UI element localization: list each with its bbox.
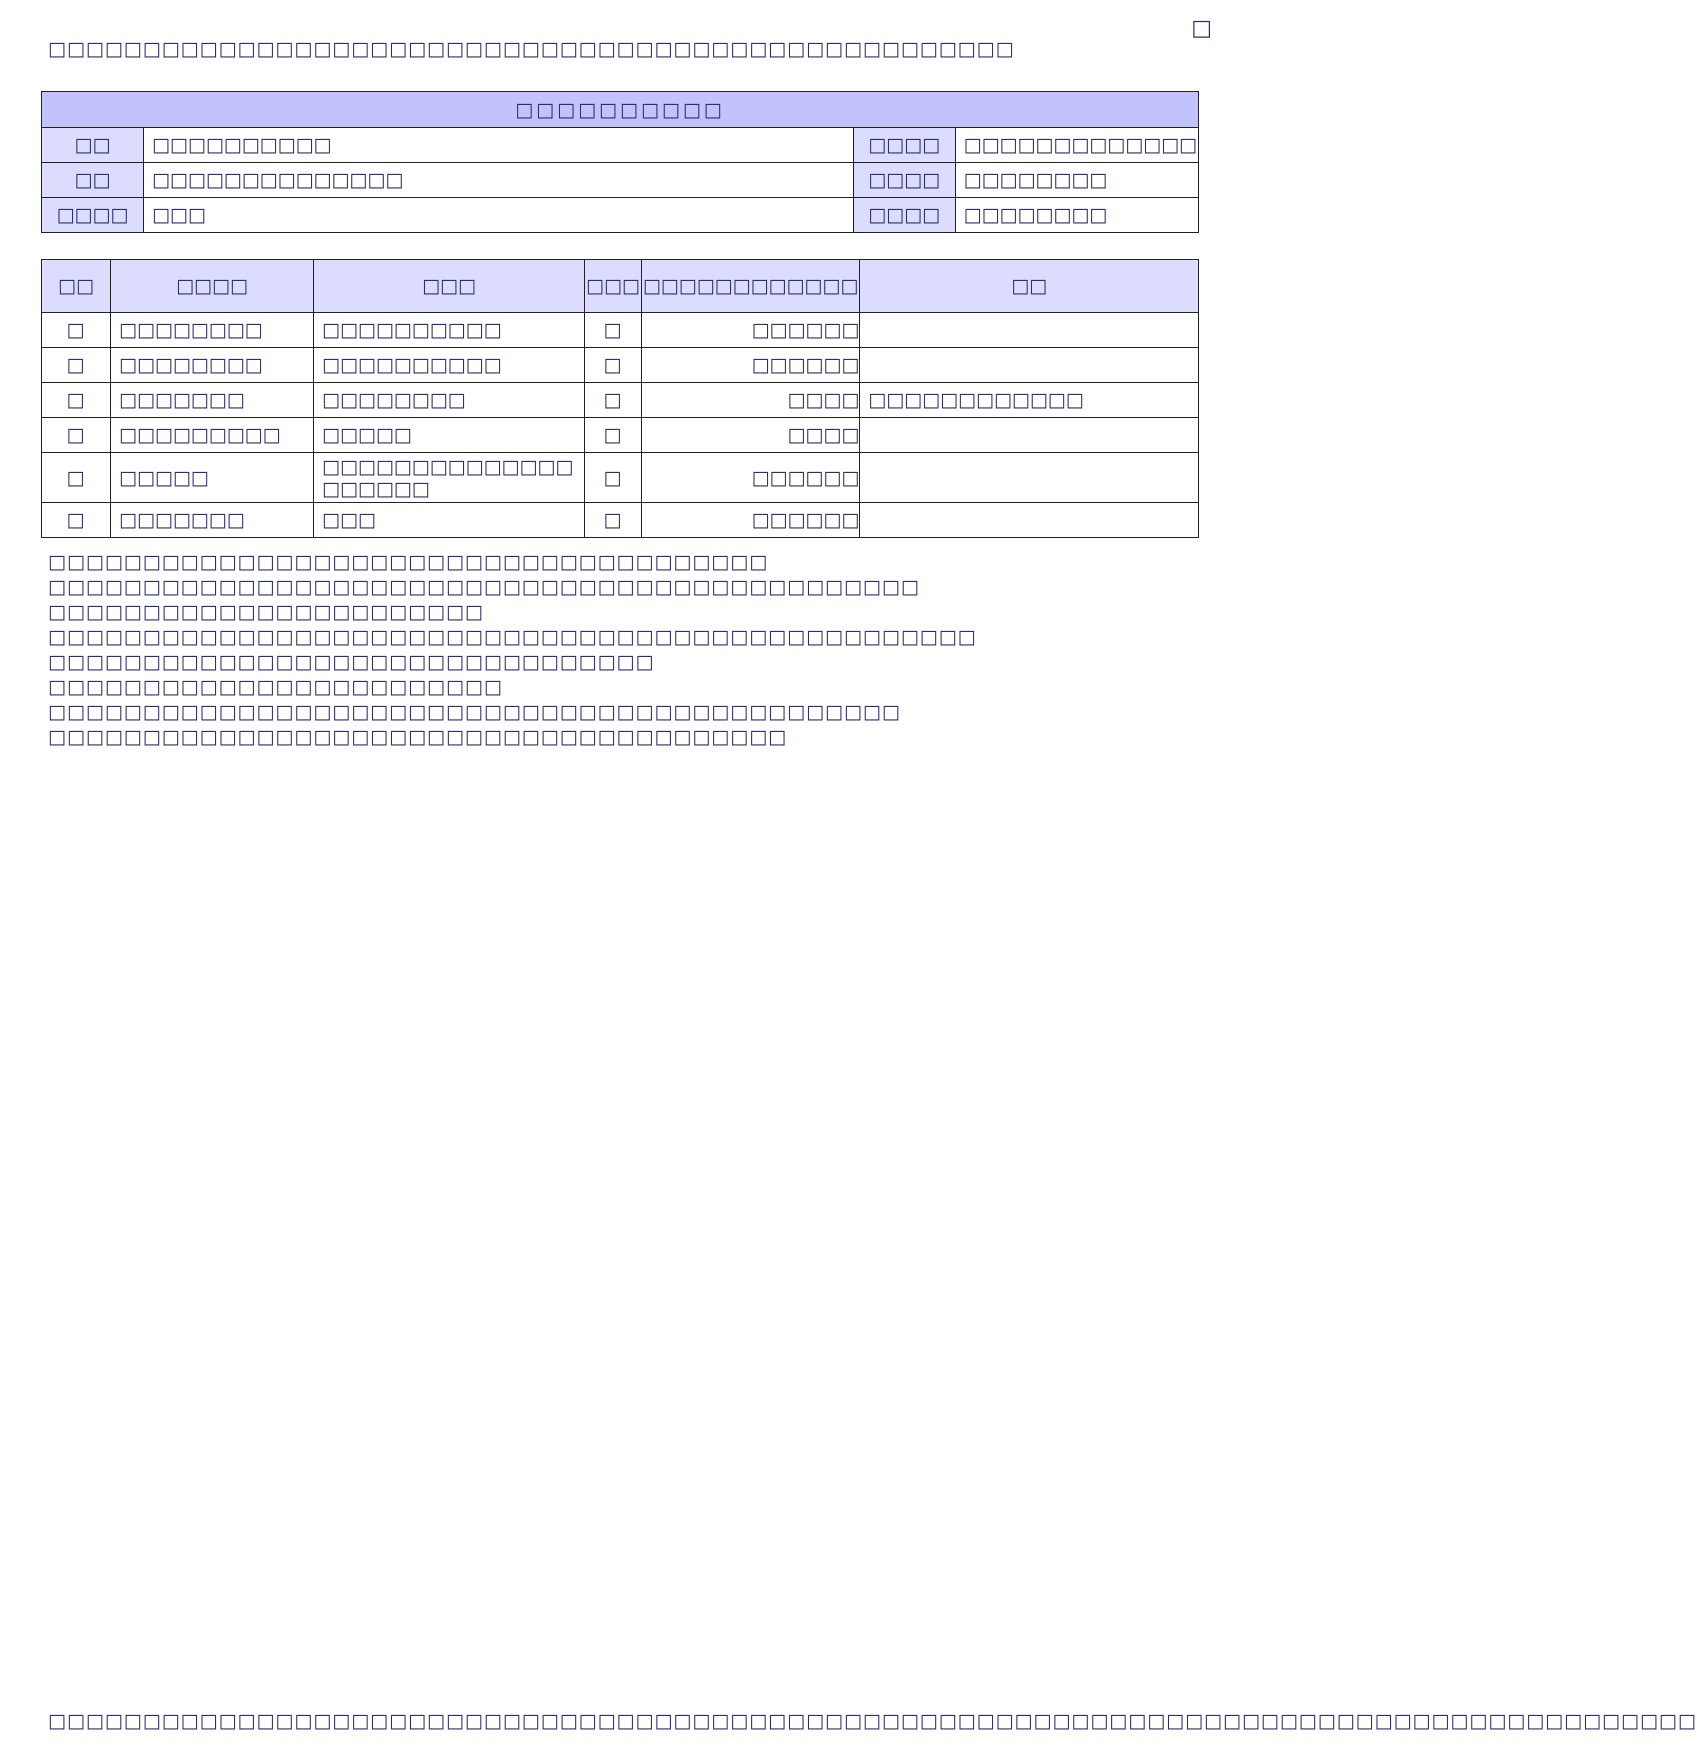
table-row: [42, 418, 1199, 453]
note-line: □□□□□□□□□□□□□□□□□□□□□□□□□□□□□□□□□□□□□□□□□□□□□□□□□: [48, 626, 977, 648]
table-row: [42, 503, 1199, 538]
table-row: [42, 348, 1199, 383]
table-cell: □□□: [314, 503, 585, 538]
note-line: □□□□□□□□□□□□□□□□□□□□□□□□□□□□□□□□□□□□□□□: [48, 726, 788, 748]
items-header-cell: □□□: [314, 260, 585, 313]
table-cell: [860, 453, 1199, 503]
info-label: □□: [42, 128, 144, 163]
table-cell: □□□□□□□: [111, 503, 314, 538]
table-cell: □: [42, 453, 111, 503]
info-label: □□□□: [853, 163, 955, 198]
table-cell: [860, 503, 1199, 538]
table-cell: □: [585, 418, 642, 453]
info-label: □□□□: [42, 198, 144, 233]
items-header-cell: □□: [42, 260, 111, 313]
table-cell: □□□□□□□□□□: [314, 313, 585, 348]
items-header-cell: □□: [860, 260, 1199, 313]
info-value: □□□□□□□□□□□□□: [955, 128, 1198, 163]
note-line: □□□□□□□□□□□□□□□□□□□□□□□□□□□□□□□□□□□□□□□□□□□□□: [48, 701, 901, 723]
table-cell: □□□□□□: [641, 313, 859, 348]
table-cell: □□□□□□□□: [111, 313, 314, 348]
info-value: □□□: [143, 198, 853, 233]
items-header-cell: □□□□: [111, 260, 314, 313]
table-cell: □□□□□□: [641, 503, 859, 538]
info-value: □□□□□□□□: [955, 198, 1198, 233]
table-cell: □□□□□□: [641, 453, 859, 503]
info-label: □□□□: [853, 198, 955, 233]
note-line: □□□□□□□□□□□□□□□□□□□□□□□: [48, 601, 484, 623]
info-value: □□□□□□□□: [955, 163, 1198, 198]
table-cell: □□□□□□□□: [111, 348, 314, 383]
table-cell: □□□□□□□□□□□□: [860, 383, 1199, 418]
note-line: □□□□□□□□□□□□□□□□□□□□□□□□: [48, 676, 503, 698]
table-cell: □□□□□□□□: [314, 383, 585, 418]
table-cell: □□□□□□□: [111, 383, 314, 418]
table-cell: □: [585, 348, 642, 383]
table-cell: □□□□□□: [641, 348, 859, 383]
note-line: □□□□□□□□□□□□□□□□□□□□□□□□□□□□□□□□□□□□□□□□□□□□□□: [48, 576, 920, 598]
table-cell: □□□□□□□□□: [111, 418, 314, 453]
items-table: [41, 259, 1199, 538]
table-cell: [860, 313, 1199, 348]
items-header-cell: □□□: [585, 260, 642, 313]
table-cell: □: [42, 383, 111, 418]
table-cell: □: [585, 503, 642, 538]
table-cell: □□□□□□□□□□□□□□□□□□□□: [314, 453, 585, 503]
table-cell: [860, 348, 1199, 383]
info-table-title: □□□□□□□□□□: [42, 92, 1199, 128]
table-row: [42, 313, 1199, 348]
table-cell: □: [42, 418, 111, 453]
table-cell: □: [585, 453, 642, 503]
table-cell: □□□□: [641, 383, 859, 418]
info-label: □□□□: [853, 128, 955, 163]
table-row: [42, 383, 1199, 418]
table-cell: □: [585, 313, 642, 348]
document-header-line: □□□□□□□□□□□□□□□□□□□□□□□□□□□□□□□□□□□□□□□□□□□□□□□□□□□: [48, 38, 1015, 60]
table-row: [42, 453, 1199, 503]
table-cell: □□□□□: [314, 418, 585, 453]
page-footer: □□□□□□□□□□□□□□□□□□□□□□□□□□□□□□□□□□□□□□□□□□□□□□□□□□□□□□□□□□□□□□□□□□□□□□□□□□□□□□□□□□□□□□□: [48, 1710, 1697, 1732]
table-cell: □□□□□□□□□□: [314, 348, 585, 383]
info-value: □□□□□□□□□□□□□□: [143, 163, 853, 198]
table-cell: [860, 418, 1199, 453]
items-header-cell: □□□□□□□□□□□□: [641, 260, 859, 313]
note-line: □□□□□□□□□□□□□□□□□□□□□□□□□□□□□□□□□□□□□□: [48, 551, 769, 573]
note-line: □□□□□□□□□□□□□□□□□□□□□□□□□□□□□□□□: [48, 651, 655, 673]
table-cell: □: [42, 503, 111, 538]
table-cell: □□□□: [641, 418, 859, 453]
info-value: □□□□□□□□□□: [143, 128, 853, 163]
info-table: [41, 91, 1199, 233]
table-cell: □: [42, 313, 111, 348]
table-cell: □: [585, 383, 642, 418]
table-cell: □: [42, 348, 111, 383]
table-cell: □□□□□: [111, 453, 314, 503]
notes-section: [48, 550, 977, 750]
page-corner-mark: □: [1191, 16, 1212, 41]
info-label: □□: [42, 163, 144, 198]
